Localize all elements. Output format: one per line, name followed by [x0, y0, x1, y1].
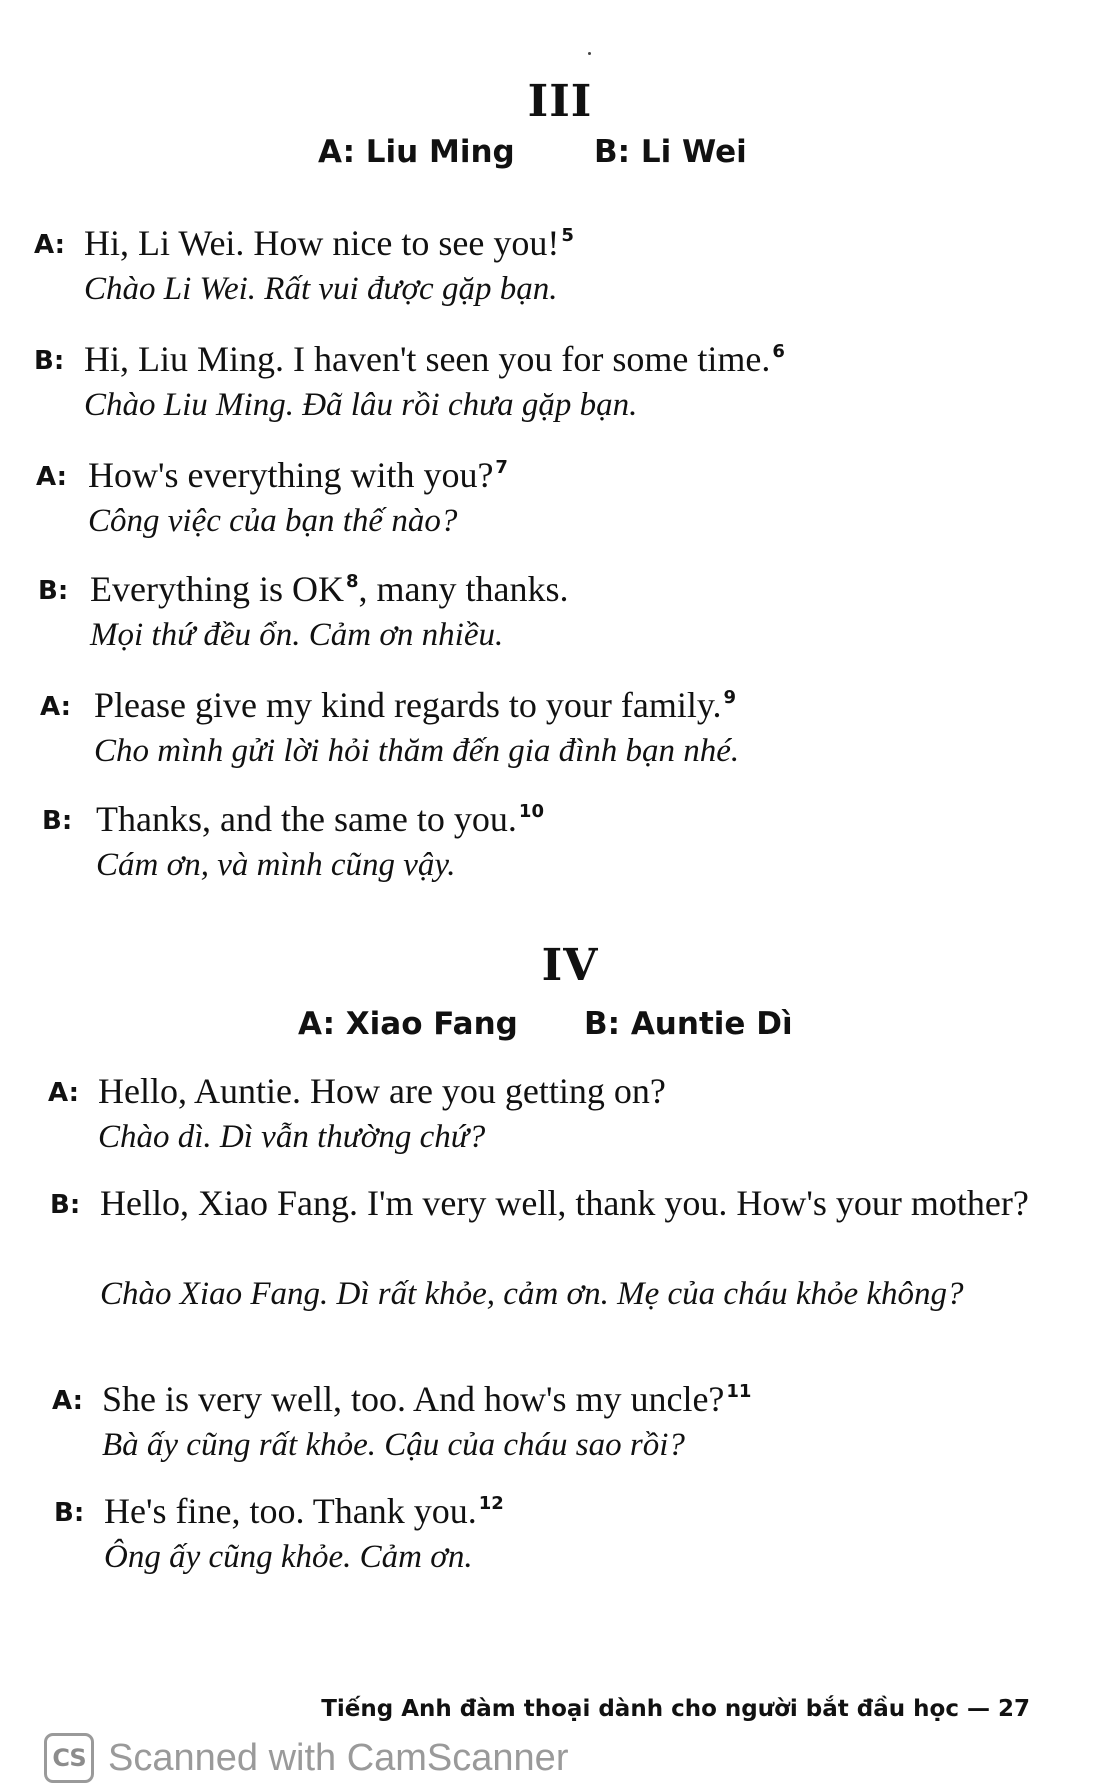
english-text: Hello, Auntie. How are you getting on?: [98, 1071, 666, 1111]
speaker-b-label: B: Li Wei: [594, 134, 747, 170]
english-text: Hi, Li Wei. How nice to see you! $^5$: [84, 223, 574, 263]
footnote-mark: 7: [495, 457, 508, 478]
english-text: How's everything with you? $^7$: [88, 455, 508, 495]
section-title-iii: III: [527, 76, 593, 127]
english-text: She is very well, too. And how's my uncle? $^{11}$: [102, 1379, 752, 1419]
footnote-mark: 6: [772, 341, 785, 362]
speaker-tag: B:: [50, 1190, 81, 1220]
english-text: Hi, Liu Ming. I haven't seen you for some time. $^6$: [84, 339, 785, 379]
vietnamese-text: Cho mình gửi lời hỏi thăm đến gia đình bạn nhé.: [94, 733, 740, 769]
vietnamese-text: Công việc của bạn thế nào?: [88, 503, 458, 539]
vietnamese-text: Chào Li Wei. Rất vui được gặp bạn.: [84, 271, 558, 307]
vietnamese-text: Chào Xiao Fang. Dì rất khỏe, cảm ơn. Mẹ của cháu khỏe không?: [100, 1276, 964, 1312]
footnote-mark: 8: [345, 571, 359, 592]
speaker-tag: A:: [48, 1078, 80, 1108]
speaker-tag: A:: [36, 462, 68, 492]
speaker-tag: B:: [42, 806, 73, 836]
speaker-tag: B:: [38, 576, 69, 606]
camscanner-watermark: [44, 1730, 568, 1786]
footnote-mark: 9: [723, 687, 737, 708]
scan-speck: [588, 52, 591, 55]
speaker-tag: B:: [34, 346, 65, 376]
english-text: Everything is OK $^8$, many thanks.: [90, 569, 569, 609]
vietnamese-text: Chào Liu Ming. Đã lâu rồi chưa gặp bạn.: [84, 387, 638, 423]
vietnamese-text: Bà ấy cũng rất khỏe. Cậu của cháu sao rồi?: [102, 1427, 685, 1463]
english-text: He's fine, too. Thank you. $^{12}$: [104, 1491, 504, 1531]
speaker-b-label: B: Auntie Dì: [584, 1006, 793, 1042]
vietnamese-text: Ông ấy cũng khỏe. Cảm ơn.: [104, 1539, 473, 1575]
speaker-a-label: A: Xiao Fang: [298, 1006, 518, 1042]
english-text: Thanks, and the same to you. $^{10}$: [96, 799, 544, 839]
speaker-tag: B:: [54, 1498, 85, 1528]
page-footer: Tiếng Anh đàm thoại dành cho người bắt đầu học — 27: [321, 1696, 1030, 1722]
vietnamese-text: Chào dì. Dì vẫn thường chứ?: [98, 1119, 486, 1155]
speaker-tag: A:: [34, 230, 66, 260]
speaker-tag: A:: [52, 1386, 84, 1416]
footnote-mark: 11: [726, 1381, 752, 1402]
footnote-mark: 5: [561, 225, 574, 246]
watermark-text: Scanned with CamScanner: [108, 1736, 569, 1779]
footnote-mark: 10: [518, 801, 544, 822]
english-text: Hello, Xiao Fang. I'm very well, thank you. How's your mother?: [100, 1183, 1029, 1223]
english-text: Please give my kind regards to your family. $^9$: [94, 685, 737, 725]
vietnamese-text: Mọi thứ đều ổn. Cảm ơn nhiều.: [90, 617, 504, 653]
footnote-mark: 12: [478, 1493, 504, 1514]
vietnamese-text: Cám ơn, và mình cũng vậy.: [96, 847, 456, 883]
camscanner-logo-icon: CS: [44, 1733, 94, 1783]
section-title-iv: IV: [541, 940, 599, 991]
speaker-a-label: A: Liu Ming: [318, 134, 515, 170]
speaker-tag: A:: [40, 692, 72, 722]
